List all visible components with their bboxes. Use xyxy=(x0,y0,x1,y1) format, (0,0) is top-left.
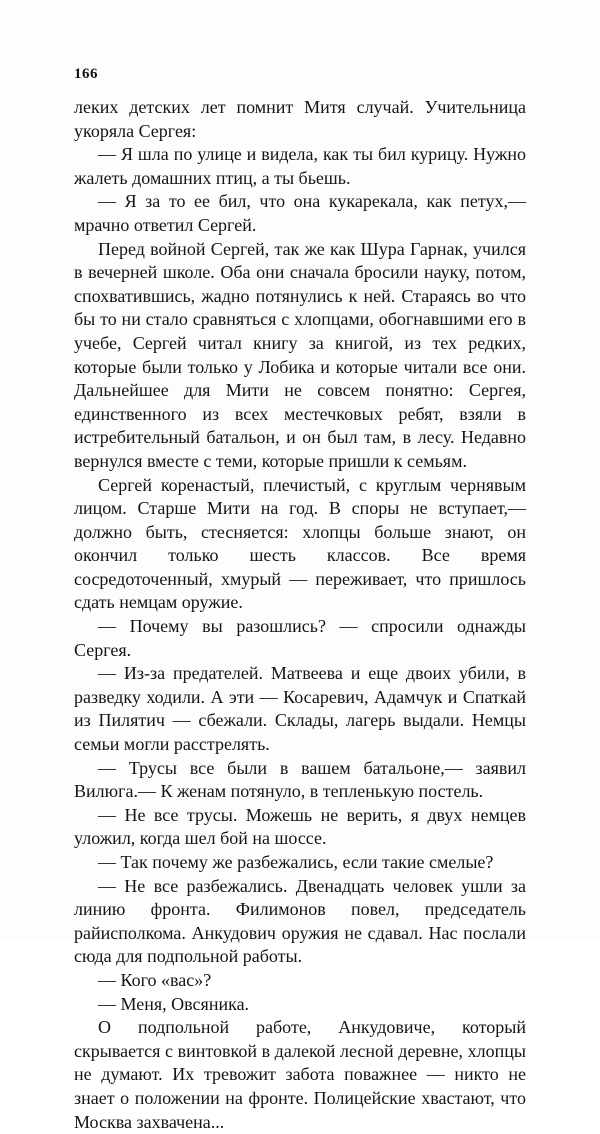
paragraph: — Не все разбежались. Двенадцать человек ушли за линию фронта. Филимонов повел, председатель райисполкома. Анкудович оружия не сдавал. Нас послали сюда для подпольной работы. xyxy=(74,875,526,967)
paragraph: Сергей коренастый, плечистый, с круглым чернявым лицом. Старше Мити на год. В споры не вступает,— должно быть, стесняется: хлопцы больше знают, он окончил только шесть классов. Все время сосредоточенный, хмурый — переживает, что пришлось сдать немцам оружие. xyxy=(74,474,526,613)
paragraph: — Трусы все были в вашем батальоне,— заявил Вилюга.— К женам потянуло, в тепленькую постель. xyxy=(74,757,526,802)
paragraph: — Из-за предателей. Матвеева и еще двоих убили, в разведку ходили. А эти — Косаревич, Адамчук и Спаткай из Пилятич — сбежали. Склады, лагерь выдали. Немцы семьи могли расстрелять. xyxy=(74,663,526,755)
paragraph: О подпольной работе, Анкудовиче, который скрывается с винтовкой в далекой лесной деревне, хлопцы не думают. Их тревожит забота поважнее — никто не знает о положении на фронте. Полицейские хвастают, что Москва захвачена... xyxy=(74,1017,526,1132)
paragraph: — Кого «вас»? xyxy=(98,969,212,990)
paragraph: — Я шла по улице и видела, как ты бил курицу. Нужно жалеть домашних птиц, а ты бьешь. xyxy=(74,144,526,188)
paragraph: — Почему вы разошлись? — спросили однажды Сергея. xyxy=(74,616,526,660)
paragraph: — Не все трусы. Можешь не верить, я двух немцев уложил, когда шел бой на шоссе. xyxy=(74,804,526,849)
paragraph: — Так почему же разбежались, если такие смелые? xyxy=(98,852,494,872)
paragraph: леких детских лет помнит Митя случай. Учительница укоряла Сергея: xyxy=(74,97,526,141)
paragraph: — Я за то ее бил, что она кукарекала, как петух,— мрачно ответил Сергей. xyxy=(74,191,526,235)
paragraph: — Меня, Овсяника. xyxy=(98,993,250,1014)
paragraph: Перед войной Сергей, так же как Шура Гарнак, учился в вечерней школе. Оба они сначала бросили науку, потом, спохватившись, жадно потянулись к ней. Стараясь во что бы то ни стало сравняться с хлопцами, обогнавшими его в учебе, Сергей читал книгу за книгой, из тех редких, которые были только у Лобика и которые читали все они. Дальнейшее для Мити не совсем понятно: Сергея, единственного из всех местечковых ребят, взяли в истребительный батальон, и он был там, в лесу. Недавно вернулся вместе с теми, которые пришли к семьям. xyxy=(74,238,526,471)
body-text xyxy=(74,96,526,1134)
page-number: 166 xyxy=(74,66,98,82)
